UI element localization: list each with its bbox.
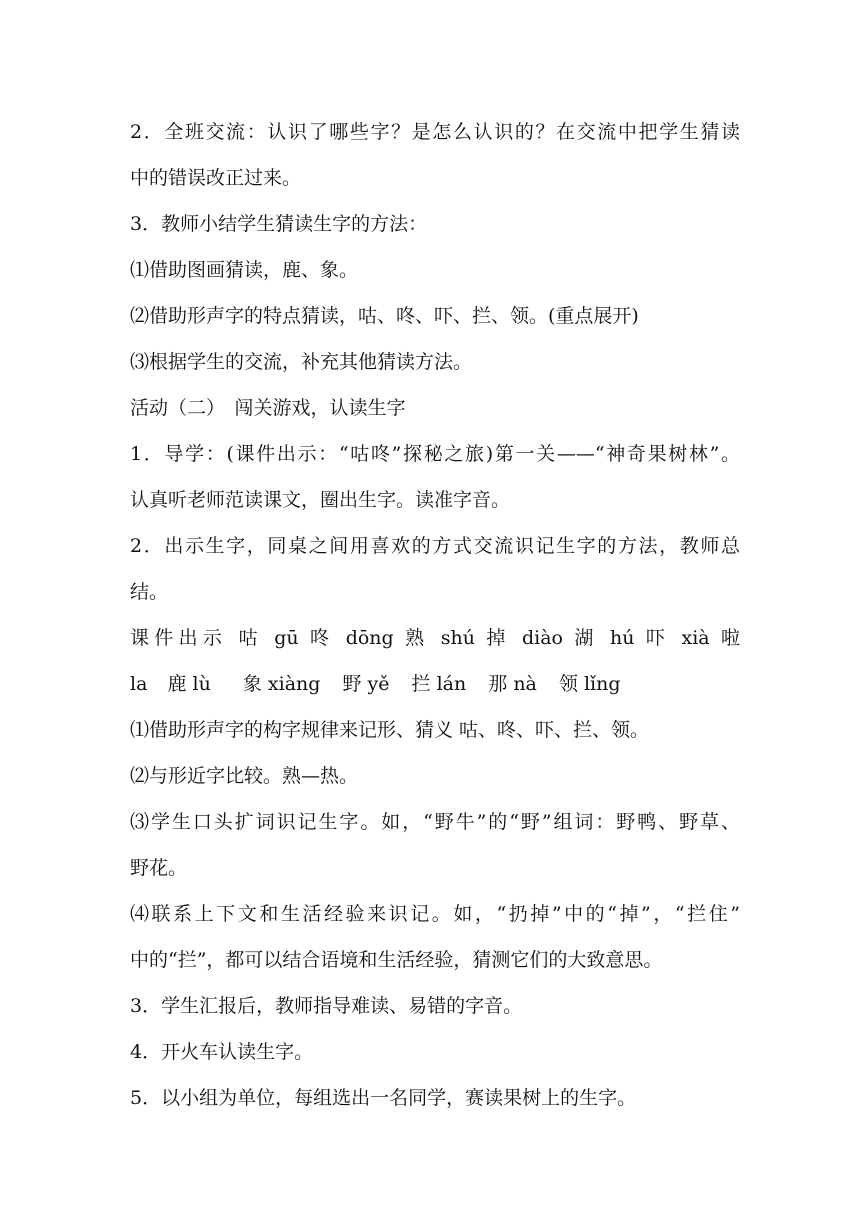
pinyin-item: 掉 diào bbox=[486, 627, 563, 649]
pinyin-item: 鹿 lù bbox=[167, 673, 211, 695]
paragraph-line: 3．教师小结学生猜读生字的方法： bbox=[130, 213, 428, 235]
pinyin-item: 那 nà bbox=[488, 673, 537, 695]
paragraph-line: 3．学生汇报后，教师指导难读、易错的字音。 bbox=[130, 995, 523, 1017]
pinyin-row bbox=[130, 615, 740, 661]
paragraph-line: ⑴借助形声字的构字规律来记形、猜义 咕、咚、吓、拦、领。 bbox=[130, 719, 650, 741]
paragraph-line: 2．出示生字，同桌之间用喜欢的方式交流识记生字的方法，教师总 bbox=[130, 535, 740, 557]
paragraph-line: ⑴借助图画猜读，鹿、象。 bbox=[130, 259, 359, 281]
paragraph-line: 中的“拦”，都可以结合语境和生活经验，猜测它们的大致意思。 bbox=[130, 949, 663, 971]
pinyin-item: 啦 bbox=[720, 627, 740, 649]
pinyin-item: 咚 dōng bbox=[310, 627, 394, 649]
document-body bbox=[130, 109, 740, 1121]
pinyin-item: 熟 shú bbox=[405, 627, 475, 649]
paragraph-line: ⑵借助形声字的特点猜读，咕、咚、吓、拦、领。(重点展开) bbox=[130, 305, 639, 327]
pinyin-item: 野 yě bbox=[342, 673, 390, 695]
pinyin-item: 课件出示 bbox=[130, 627, 228, 649]
paragraph-line: 4．开火车认读生字。 bbox=[130, 1041, 314, 1063]
pinyin-item: la bbox=[130, 673, 148, 695]
paragraph-line: 1．导学：(课件出示：“咕咚”探秘之旅)第一关——“神奇果树林”。 bbox=[130, 443, 740, 465]
paragraph-line: 认真听老师范读课文，圈出生字。读准字音。 bbox=[130, 489, 511, 511]
paragraph-line: 5．以小组为单位，每组选出一名同学，赛读果树上的生字。 bbox=[130, 1087, 637, 1109]
paragraph-line: 2．全班交流：认识了哪些字？是怎么认识的？在交流中把学生猜读 bbox=[130, 121, 740, 143]
pinyin-item: 吓 xià bbox=[645, 627, 710, 649]
section-heading: 活动（二） 闯关游戏，认读生字 bbox=[130, 397, 406, 419]
pinyin-row bbox=[130, 661, 740, 707]
paragraph-line: 野花。 bbox=[130, 857, 188, 879]
pinyin-item: 拦 lán bbox=[411, 673, 467, 695]
paragraph-line: ⑷联系上下文和生活经验来识记。如，“扔掉”中的“掉”，“拦住” bbox=[130, 903, 740, 925]
paragraph-line: ⑶学生口头扩词识记生字。如，“野牛”的“野”组词：野鸭、野草、 bbox=[130, 811, 740, 833]
paragraph-line: ⑵与形近字比较。熟—热。 bbox=[130, 765, 359, 787]
pinyin-item: 领 lǐng bbox=[558, 673, 621, 695]
pinyin-item: 象 xiàng bbox=[242, 673, 321, 695]
paragraph-line: 结。 bbox=[130, 581, 169, 603]
paragraph-line: 中的错误改正过来。 bbox=[130, 167, 302, 189]
paragraph-line: ⑶根据学生的交流，补充其他猜读方法。 bbox=[130, 351, 473, 373]
pinyin-item: 湖 hú bbox=[574, 627, 635, 649]
pinyin-item: 咕 gū bbox=[238, 627, 299, 649]
